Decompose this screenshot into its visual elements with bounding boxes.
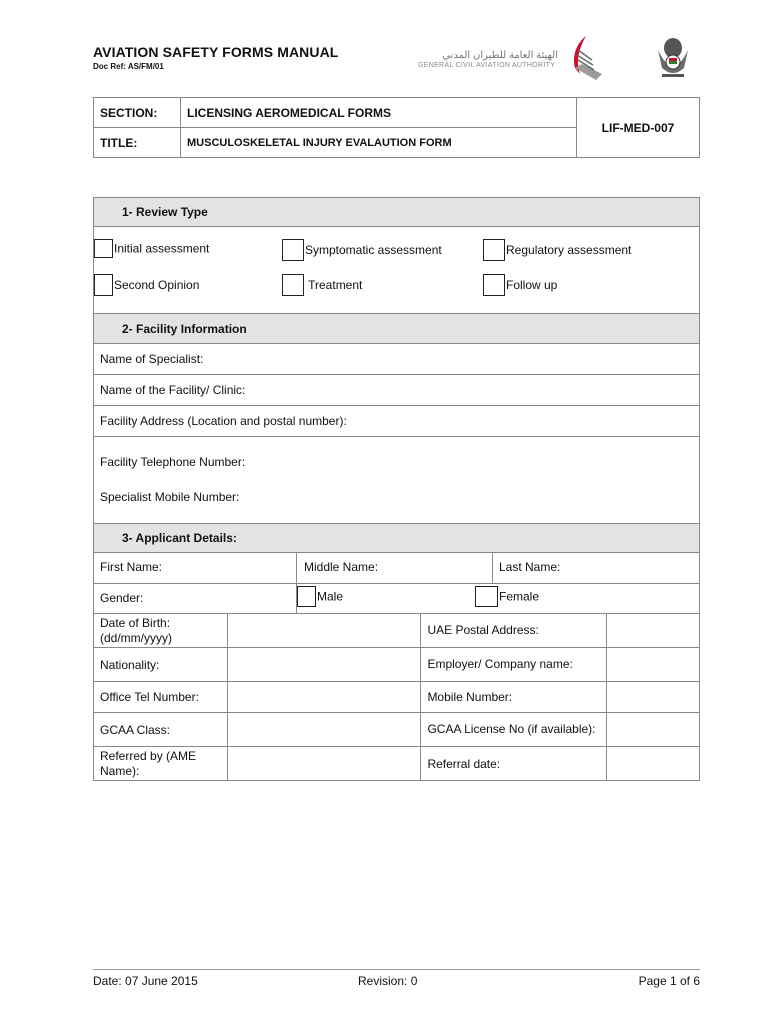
gender-label: Gender: [100,591,144,605]
section-title-table [93,97,700,158]
mobile-number-input[interactable] [607,682,700,713]
second-opinion-option[interactable] [94,275,199,297]
option-label: Second Opinion [114,278,200,293]
specialist-mobile-field[interactable]: Specialist Mobile Number: [100,490,240,504]
option-label: Symptomatic assessment [305,243,442,258]
treatment-checkbox[interactable] [282,274,304,296]
referral-date-input[interactable] [607,747,700,781]
footer-date: Date: 07 June 2015 [93,974,198,988]
title-value: MUSCULOSKELETAL INJURY EVALAUTION FORM [181,128,577,158]
section-value: LICENSING AEROMEDICAL FORMS [181,98,577,128]
footer-divider [93,969,700,970]
option-label: Male [317,589,344,604]
gcaa-logo-english-text: GENERAL CIVIL AVIATION AUTHORITY [418,62,556,69]
section-label: SECTION: [94,98,181,128]
symptomatic-assessment-checkbox[interactable] [282,239,304,261]
title-label: TITLE: [94,128,181,158]
footer-page: Page 1 of 6 [638,974,700,988]
treatment-option[interactable] [282,275,362,297]
option-label: Regulatory assessment [506,243,632,258]
form-code: LIF-MED-007 [577,98,700,158]
office-tel-input[interactable] [227,682,421,713]
facility-name-field[interactable]: Name of the Facility/ Clinic: [94,375,700,406]
facility-telephone-field[interactable]: Facility Telephone Number: [100,455,246,469]
regulatory-assessment-option[interactable] [483,240,631,262]
male-option[interactable] [297,587,343,608]
option-label: Initial assessment [114,241,210,256]
specialist-name-field[interactable]: Name of Specialist: [94,344,700,375]
symptomatic-assessment-option[interactable] [282,240,442,262]
middle-name-field[interactable]: Middle Name: [304,560,379,574]
manual-title: AVIATION SAFETY FORMS MANUAL [93,44,339,60]
second-opinion-checkbox[interactable] [94,274,113,296]
initial-assessment-option[interactable] [94,240,209,259]
facility-info-heading: 2- Facility Information [94,314,700,344]
uae-emblem-icon [654,34,692,82]
initial-assessment-checkbox[interactable] [94,239,113,258]
nationality-input[interactable] [227,648,421,682]
gcaa-logo-arabic-text: الهيئة العامة للطيران المدني [442,50,558,61]
follow-up-checkbox[interactable] [483,274,505,296]
first-name-field[interactable]: First Name: [100,560,163,574]
doc-ref: Doc Ref: AS/FM/01 [93,62,164,71]
dob-input[interactable] [227,614,421,648]
footer-revision: Revision: 0 [358,974,418,988]
facility-contact-cell [94,437,700,524]
review-type-options [94,227,700,314]
regulatory-assessment-checkbox[interactable] [483,239,505,261]
postal-address-input[interactable] [607,614,700,648]
applicant-details-heading: 3- Applicant Details: [94,524,700,553]
gcaa-license-input[interactable] [607,713,700,747]
referred-by-input[interactable] [227,747,421,781]
main-form-table [93,197,700,781]
follow-up-option[interactable] [483,275,557,297]
gcaa-class-input[interactable] [227,713,421,747]
nationality-label: Nationality: [94,648,228,682]
mobile-number-label: Mobile Number: [421,682,607,713]
postal-address-label: UAE Postal Address: [421,614,607,648]
employer-input[interactable] [607,648,700,682]
office-tel-label: Office Tel Number: [94,682,228,713]
review-type-heading: 1- Review Type [94,198,700,227]
female-checkbox[interactable] [475,586,498,607]
referred-by-label: Referred by (AME Name): [94,747,228,781]
name-row [94,553,700,584]
option-label: Treatment [308,278,363,293]
female-option[interactable] [475,587,539,608]
divider [492,553,493,584]
gcaa-logo-icon [566,34,604,82]
divider [296,553,297,584]
facility-address-field[interactable]: Facility Address (Location and postal number): [94,406,700,437]
gcaa-license-label: GCAA License No (if available): [421,713,607,747]
option-label: Female [499,589,540,604]
option-label: Follow up [506,278,558,293]
last-name-field[interactable]: Last Name: [499,560,561,574]
gcaa-class-label: GCAA Class: [94,713,228,747]
male-checkbox[interactable] [297,586,316,607]
referral-date-label: Referral date: [421,747,607,781]
dob-label: Date of Birth: (dd/mm/yyyy) [94,614,228,648]
employer-label: Employer/ Company name: [421,648,607,682]
gender-row [94,584,700,614]
